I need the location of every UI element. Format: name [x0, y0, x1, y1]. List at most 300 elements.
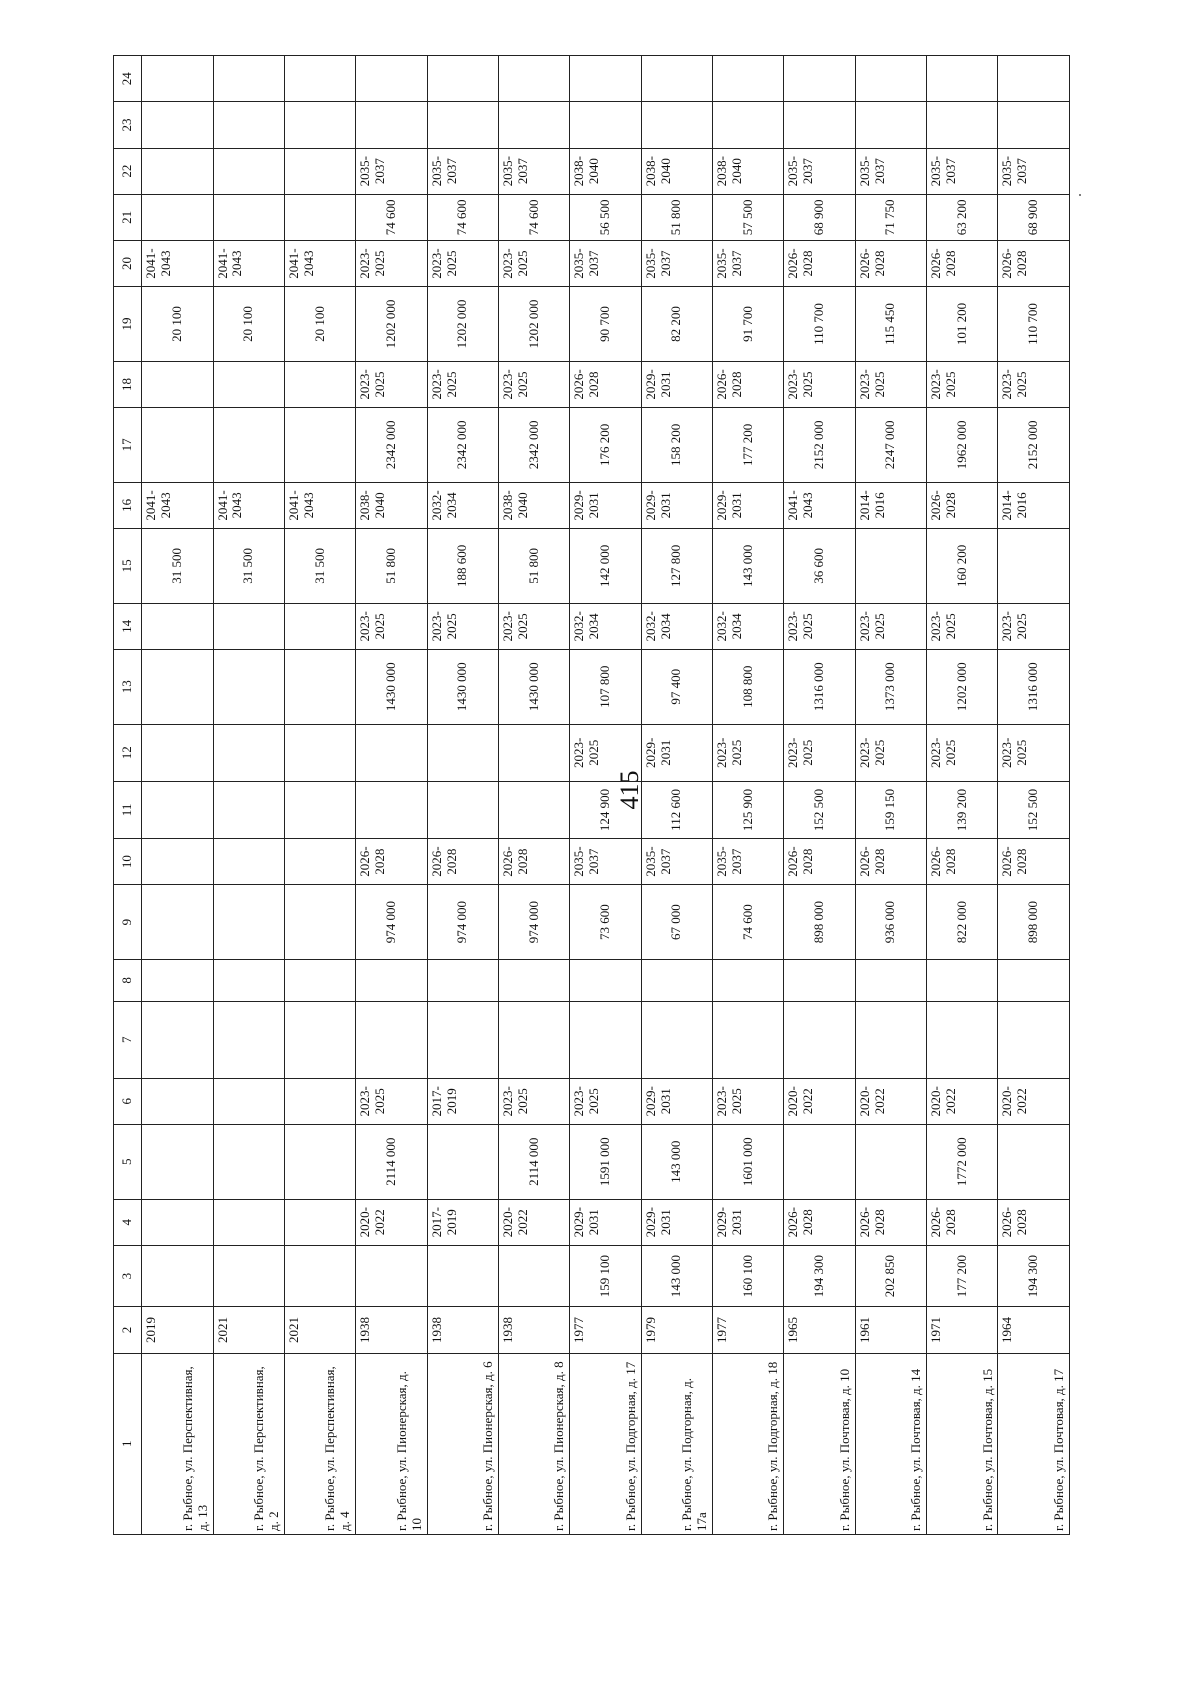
- cell-col-2: 2019: [142, 1307, 213, 1353]
- cell-col-8: [855, 959, 926, 1001]
- address-cell: г. Рыбное, ул. Почтовая, д. 17: [998, 1353, 1070, 1534]
- cell-col-4: 2029-2031: [641, 1199, 712, 1245]
- cell-col-21: 74 600: [356, 194, 427, 240]
- cell-col-6: 2020-2022: [998, 1078, 1070, 1124]
- column-header-8: 8: [114, 959, 142, 1001]
- cell-col-16: 2026-2028: [927, 482, 998, 528]
- cell-col-18: 2026-2028: [570, 361, 641, 407]
- cell-col-7: [641, 1001, 712, 1078]
- cell-col-8: [641, 959, 712, 1001]
- cell-col-4: 2026-2028: [927, 1199, 998, 1245]
- cell-col-2: 1977: [570, 1307, 641, 1353]
- cell-col-6: [142, 1078, 213, 1124]
- cell-col-15: 160 200: [927, 528, 998, 603]
- table-row: [855, 56, 926, 1535]
- cell-col-18: [284, 361, 355, 407]
- cell-col-18: 2023-2025: [356, 361, 427, 407]
- cell-col-2: 1971: [927, 1307, 998, 1353]
- cell-col-24: [284, 56, 355, 102]
- address-cell: г. Рыбное, ул. Подгорная, д. 18: [713, 1353, 784, 1534]
- cell-col-9: 898 000: [998, 885, 1070, 960]
- cell-col-20: 2023-2025: [498, 240, 569, 286]
- cell-col-8: [784, 959, 855, 1001]
- cell-col-4: 2020-2022: [498, 1199, 569, 1245]
- cell-col-21: 51 800: [641, 194, 712, 240]
- cell-col-13: 1430 000: [356, 649, 427, 724]
- cell-col-7: [213, 1001, 284, 1078]
- cell-col-14: 2032-2034: [570, 603, 641, 649]
- cell-col-10: 2026-2028: [855, 839, 926, 885]
- cell-col-15: 31 500: [142, 528, 213, 603]
- cell-col-11: [356, 781, 427, 838]
- cell-col-10: 2035-2037: [570, 839, 641, 885]
- cell-col-20: 2023-2025: [427, 240, 498, 286]
- cell-col-5: [784, 1124, 855, 1199]
- cell-col-8: [284, 959, 355, 1001]
- cell-col-9: [284, 885, 355, 960]
- cell-col-2: 1938: [427, 1307, 498, 1353]
- cell-col-22: 2035-2037: [855, 148, 926, 194]
- cell-col-18: 2023-2025: [927, 361, 998, 407]
- table-row: [142, 56, 213, 1535]
- cell-col-5: [855, 1124, 926, 1199]
- cell-col-5: [142, 1124, 213, 1199]
- cell-col-12: 2023-2025: [570, 724, 641, 781]
- cell-col-14: 2023-2025: [927, 603, 998, 649]
- table-row: [641, 56, 712, 1535]
- cell-col-16: 2038-2040: [498, 482, 569, 528]
- cell-col-13: [213, 649, 284, 724]
- cell-col-19: 110 700: [784, 287, 855, 362]
- cell-col-21: [213, 194, 284, 240]
- cell-col-3: 177 200: [927, 1245, 998, 1307]
- table-row: [284, 56, 355, 1535]
- cell-col-19: 115 450: [855, 287, 926, 362]
- cell-col-3: 159 100: [570, 1245, 641, 1307]
- cell-col-4: 2026-2028: [784, 1199, 855, 1245]
- cell-col-14: 2023-2025: [498, 603, 569, 649]
- cell-col-5: [284, 1124, 355, 1199]
- cell-col-18: 2023-2025: [998, 361, 1070, 407]
- cell-col-16: 2041-2043: [284, 482, 355, 528]
- cell-col-13: 1202 000: [927, 649, 998, 724]
- cell-col-7: [284, 1001, 355, 1078]
- column-header-10: 10: [114, 839, 142, 885]
- cell-col-20: 2041-2043: [213, 240, 284, 286]
- cell-col-17: [142, 408, 213, 483]
- cell-col-21: 71 750: [855, 194, 926, 240]
- cell-col-22: 2035-2037: [927, 148, 998, 194]
- cell-col-24: [641, 56, 712, 102]
- cell-col-21: 68 900: [784, 194, 855, 240]
- cell-col-15: 31 500: [284, 528, 355, 603]
- cell-col-2: 1965: [784, 1307, 855, 1353]
- cell-col-18: [142, 361, 213, 407]
- cell-col-11: 112 600: [641, 781, 712, 838]
- cell-col-21: 63 200: [927, 194, 998, 240]
- table-row: [427, 56, 498, 1535]
- cell-col-6: 2017-2019: [427, 1078, 498, 1124]
- cell-col-17: 2342 000: [356, 408, 427, 483]
- cell-col-14: 2023-2025: [427, 603, 498, 649]
- cell-col-23: [356, 102, 427, 148]
- cell-col-19: 20 100: [284, 287, 355, 362]
- cell-col-2: 1964: [998, 1307, 1070, 1353]
- cell-col-8: [570, 959, 641, 1001]
- cell-col-14: 2023-2025: [855, 603, 926, 649]
- cell-col-23: [284, 102, 355, 148]
- cell-col-6: 2020-2022: [927, 1078, 998, 1124]
- column-header-2: 2: [114, 1307, 142, 1353]
- cell-col-22: [284, 148, 355, 194]
- cell-col-19: 90 700: [570, 287, 641, 362]
- cell-col-19: 91 700: [713, 287, 784, 362]
- address-cell: г. Рыбное, ул. Пионерская, д. 8: [498, 1353, 569, 1534]
- cell-col-11: 124 900: [570, 781, 641, 838]
- column-header-9: 9: [114, 885, 142, 960]
- cell-col-19: 1202 000: [498, 287, 569, 362]
- cell-col-5: [213, 1124, 284, 1199]
- cell-col-24: [356, 56, 427, 102]
- column-header-11: 11: [114, 781, 142, 838]
- cell-col-9: 974 000: [498, 885, 569, 960]
- cell-col-9: 73 600: [570, 885, 641, 960]
- cell-col-12: [213, 724, 284, 781]
- cell-col-6: 2023-2025: [498, 1078, 569, 1124]
- cell-col-22: 2038-2040: [713, 148, 784, 194]
- cell-col-23: [713, 102, 784, 148]
- column-header-6: 6: [114, 1078, 142, 1124]
- cell-col-13: 1430 000: [498, 649, 569, 724]
- cell-col-14: [213, 603, 284, 649]
- column-header-7: 7: [114, 1001, 142, 1078]
- cell-col-21: 56 500: [570, 194, 641, 240]
- cell-col-17: 2342 000: [498, 408, 569, 483]
- cell-col-5: 1591 000: [570, 1124, 641, 1199]
- cell-col-2: 1977: [713, 1307, 784, 1353]
- column-header-20: 20: [114, 240, 142, 286]
- cell-col-4: [213, 1199, 284, 1245]
- cell-col-5: 1772 000: [927, 1124, 998, 1199]
- column-header-17: 17: [114, 408, 142, 483]
- cell-col-2: 1979: [641, 1307, 712, 1353]
- cell-col-3: 143 000: [641, 1245, 712, 1307]
- header-row: [114, 56, 142, 1535]
- cell-col-3: [498, 1245, 569, 1307]
- cell-col-5: [427, 1124, 498, 1199]
- column-header-5: 5: [114, 1124, 142, 1199]
- cell-col-20: 2026-2028: [784, 240, 855, 286]
- cell-col-11: 139 200: [927, 781, 998, 838]
- cell-col-8: [927, 959, 998, 1001]
- cell-col-21: 57 500: [713, 194, 784, 240]
- cell-col-7: [498, 1001, 569, 1078]
- cell-col-23: [498, 102, 569, 148]
- cell-col-23: [213, 102, 284, 148]
- address-cell: г. Рыбное, ул. Перспективная, д. 2: [213, 1353, 284, 1534]
- cell-col-11: 159 150: [855, 781, 926, 838]
- cell-col-22: 2035-2037: [998, 148, 1070, 194]
- cell-col-12: 2029-2031: [641, 724, 712, 781]
- cell-col-6: 2020-2022: [855, 1078, 926, 1124]
- cell-col-7: [356, 1001, 427, 1078]
- cell-col-17: [213, 408, 284, 483]
- cell-col-7: [142, 1001, 213, 1078]
- cell-col-8: [356, 959, 427, 1001]
- table-row: [498, 56, 569, 1535]
- cell-col-3: 194 300: [784, 1245, 855, 1307]
- repair-schedule-table: [113, 55, 1070, 1535]
- cell-col-24: [713, 56, 784, 102]
- cell-col-10: 2026-2028: [427, 839, 498, 885]
- cell-col-9: 74 600: [713, 885, 784, 960]
- cell-col-23: [784, 102, 855, 148]
- cell-col-16: 2041-2043: [784, 482, 855, 528]
- cell-col-16: 2041-2043: [142, 482, 213, 528]
- cell-col-15: [855, 528, 926, 603]
- cell-col-18: 2023-2025: [427, 361, 498, 407]
- column-header-22: 22: [114, 148, 142, 194]
- cell-col-5: [998, 1124, 1070, 1199]
- page-number: 415: [615, 770, 644, 810]
- cell-col-11: 152 500: [784, 781, 855, 838]
- cell-col-19: 82 200: [641, 287, 712, 362]
- cell-col-20: 2026-2028: [998, 240, 1070, 286]
- column-header-23: 23: [114, 102, 142, 148]
- table-row: [784, 56, 855, 1535]
- column-header-12: 12: [114, 724, 142, 781]
- column-header-18: 18: [114, 361, 142, 407]
- cell-col-4: 2026-2028: [855, 1199, 926, 1245]
- cell-col-7: [784, 1001, 855, 1078]
- cell-col-3: [427, 1245, 498, 1307]
- cell-col-15: 51 800: [498, 528, 569, 603]
- cell-col-9: 822 000: [927, 885, 998, 960]
- cell-col-12: 2023-2025: [927, 724, 998, 781]
- cell-col-11: 152 500: [998, 781, 1070, 838]
- cell-col-16: 2014-2016: [855, 482, 926, 528]
- column-header-15: 15: [114, 528, 142, 603]
- cell-col-16: 2041-2043: [213, 482, 284, 528]
- cell-col-15: 188 600: [427, 528, 498, 603]
- cell-col-15: 142 000: [570, 528, 641, 603]
- cell-col-11: [213, 781, 284, 838]
- cell-col-9: [213, 885, 284, 960]
- cell-col-12: 2023-2025: [855, 724, 926, 781]
- cell-col-2: 2021: [213, 1307, 284, 1353]
- cell-col-10: 2035-2037: [713, 839, 784, 885]
- cell-col-21: [142, 194, 213, 240]
- cell-col-10: [213, 839, 284, 885]
- cell-col-4: 2029-2031: [570, 1199, 641, 1245]
- table-row: [213, 56, 284, 1535]
- cell-col-8: [498, 959, 569, 1001]
- cell-col-15: 36 600: [784, 528, 855, 603]
- cell-col-12: 2023-2025: [784, 724, 855, 781]
- cell-col-20: 2035-2037: [641, 240, 712, 286]
- cell-col-7: [927, 1001, 998, 1078]
- cell-col-22: 2038-2040: [570, 148, 641, 194]
- cell-col-8: [142, 959, 213, 1001]
- address-cell: г. Рыбное, ул. Почтовая, д. 15: [927, 1353, 998, 1534]
- cell-col-12: [284, 724, 355, 781]
- cell-col-24: [855, 56, 926, 102]
- column-header-1: 1: [114, 1353, 142, 1534]
- cell-col-22: 2035-2037: [498, 148, 569, 194]
- cell-col-3: 194 300: [998, 1245, 1070, 1307]
- cell-col-16: 2032-2034: [427, 482, 498, 528]
- column-header-21: 21: [114, 194, 142, 240]
- cell-col-13: 1430 000: [427, 649, 498, 724]
- cell-col-3: [142, 1245, 213, 1307]
- cell-col-20: 2023-2025: [356, 240, 427, 286]
- cell-col-12: [498, 724, 569, 781]
- cell-col-18: 2023-2025: [498, 361, 569, 407]
- column-header-16: 16: [114, 482, 142, 528]
- cell-col-13: 1316 000: [998, 649, 1070, 724]
- cell-col-20: 2041-2043: [284, 240, 355, 286]
- cell-col-12: [142, 724, 213, 781]
- cell-col-17: [284, 408, 355, 483]
- cell-col-22: 2035-2037: [356, 148, 427, 194]
- cell-col-19: 101 200: [927, 287, 998, 362]
- cell-col-4: 2017-2019: [427, 1199, 498, 1245]
- cell-col-7: [570, 1001, 641, 1078]
- cell-col-17: 2342 000: [427, 408, 498, 483]
- rotated-table-wrapper: [113, 55, 1070, 1535]
- cell-col-5: 2114 000: [356, 1124, 427, 1199]
- cell-col-18: 2026-2028: [713, 361, 784, 407]
- scan-speck: [1079, 194, 1081, 196]
- cell-col-6: 2020-2022: [784, 1078, 855, 1124]
- cell-col-3: [356, 1245, 427, 1307]
- cell-col-22: 2035-2037: [427, 148, 498, 194]
- cell-col-23: [998, 102, 1070, 148]
- cell-col-23: [855, 102, 926, 148]
- cell-col-11: [142, 781, 213, 838]
- cell-col-7: [427, 1001, 498, 1078]
- cell-col-10: [142, 839, 213, 885]
- cell-col-15: 127 800: [641, 528, 712, 603]
- cell-col-24: [570, 56, 641, 102]
- cell-col-11: [427, 781, 498, 838]
- column-header-24: 24: [114, 56, 142, 102]
- cell-col-2: 1961: [855, 1307, 926, 1353]
- cell-col-15: 51 800: [356, 528, 427, 603]
- cell-col-23: [570, 102, 641, 148]
- cell-col-21: 68 900: [998, 194, 1070, 240]
- cell-col-22: [213, 148, 284, 194]
- cell-col-20: 2035-2037: [713, 240, 784, 286]
- address-cell: г. Рыбное, ул. Пионерская, д. 10: [356, 1353, 427, 1534]
- cell-col-12: [356, 724, 427, 781]
- cell-col-24: [213, 56, 284, 102]
- address-cell: г. Рыбное, ул. Подгорная, д. 17: [570, 1353, 641, 1534]
- cell-col-24: [498, 56, 569, 102]
- cell-col-22: 2038-2040: [641, 148, 712, 194]
- cell-col-9: 974 000: [356, 885, 427, 960]
- cell-col-5: 143 000: [641, 1124, 712, 1199]
- table-row: [713, 56, 784, 1535]
- cell-col-24: [784, 56, 855, 102]
- cell-col-12: 2023-2025: [998, 724, 1070, 781]
- cell-col-14: 2023-2025: [998, 603, 1070, 649]
- cell-col-22: [142, 148, 213, 194]
- cell-col-15: 143 000: [713, 528, 784, 603]
- cell-col-18: 2023-2025: [855, 361, 926, 407]
- cell-col-23: [641, 102, 712, 148]
- cell-col-8: [213, 959, 284, 1001]
- address-cell: г. Рыбное, ул. Почтовая, д. 10: [784, 1353, 855, 1534]
- cell-col-3: [213, 1245, 284, 1307]
- address-cell: г. Рыбное, ул. Перспективная, д. 4: [284, 1353, 355, 1534]
- cell-col-17: 177 200: [713, 408, 784, 483]
- cell-col-12: [427, 724, 498, 781]
- cell-col-19: 1202 000: [427, 287, 498, 362]
- cell-col-6: 2023-2025: [570, 1078, 641, 1124]
- address-cell: г. Рыбное, ул. Подгорная, д. 17а: [641, 1353, 712, 1534]
- cell-col-24: [927, 56, 998, 102]
- cell-col-11: [284, 781, 355, 838]
- cell-col-4: 2029-2031: [713, 1199, 784, 1245]
- cell-col-10: [284, 839, 355, 885]
- cell-col-17: 2152 000: [784, 408, 855, 483]
- cell-col-24: [998, 56, 1070, 102]
- cell-col-13: 1316 000: [784, 649, 855, 724]
- cell-col-5: 1601 000: [713, 1124, 784, 1199]
- cell-col-6: [284, 1078, 355, 1124]
- column-header-13: 13: [114, 649, 142, 724]
- cell-col-13: [284, 649, 355, 724]
- cell-col-2: 1938: [356, 1307, 427, 1353]
- cell-col-14: [284, 603, 355, 649]
- cell-col-4: [284, 1199, 355, 1245]
- cell-col-14: 2023-2025: [356, 603, 427, 649]
- cell-col-20: 2035-2037: [570, 240, 641, 286]
- cell-col-17: 158 200: [641, 408, 712, 483]
- cell-col-24: [142, 56, 213, 102]
- cell-col-10: 2026-2028: [498, 839, 569, 885]
- cell-col-18: 2029-2031: [641, 361, 712, 407]
- cell-col-12: 2023-2025: [713, 724, 784, 781]
- cell-col-23: [927, 102, 998, 148]
- cell-col-7: [713, 1001, 784, 1078]
- cell-col-10: 2035-2037: [641, 839, 712, 885]
- address-cell: г. Рыбное, ул. Почтовая, д. 14: [855, 1353, 926, 1534]
- cell-col-13: 107 800: [570, 649, 641, 724]
- cell-col-4: 2026-2028: [998, 1199, 1070, 1245]
- cell-col-14: 2032-2034: [641, 603, 712, 649]
- cell-col-6: [213, 1078, 284, 1124]
- cell-col-18: 2023-2025: [784, 361, 855, 407]
- cell-col-18: [213, 361, 284, 407]
- cell-col-10: 2026-2028: [784, 839, 855, 885]
- cell-col-11: 125 900: [713, 781, 784, 838]
- cell-col-6: 2023-2025: [356, 1078, 427, 1124]
- cell-col-8: [713, 959, 784, 1001]
- cell-col-16: 2029-2031: [570, 482, 641, 528]
- cell-col-3: 202 850: [855, 1245, 926, 1307]
- cell-col-17: 2152 000: [998, 408, 1070, 483]
- cell-col-16: 2029-2031: [713, 482, 784, 528]
- cell-col-10: 2026-2028: [998, 839, 1070, 885]
- cell-col-24: [427, 56, 498, 102]
- cell-col-17: 2247 000: [855, 408, 926, 483]
- cell-col-14: [142, 603, 213, 649]
- address-cell: г. Рыбное, ул. Перспективная, д. 13: [142, 1353, 213, 1534]
- cell-col-4: [142, 1199, 213, 1245]
- cell-col-13: [142, 649, 213, 724]
